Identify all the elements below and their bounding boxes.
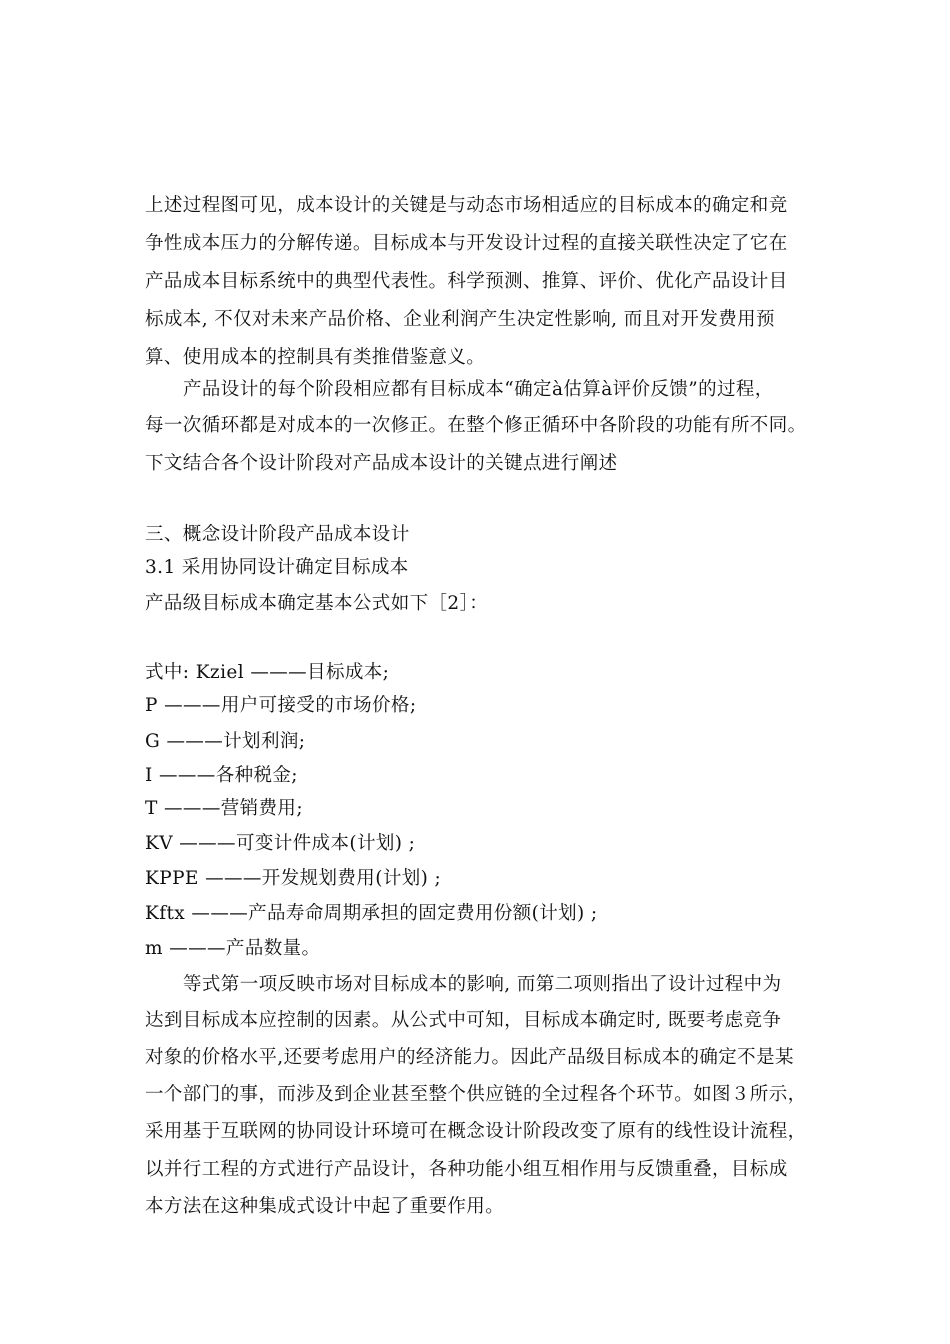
paragraph-2-line-3: 下文结合各个设计阶段对产品成本设计的关键点进行阐述 <box>145 453 618 474</box>
definition-item: Kftx ———产品寿命周期承担的固定费用份额(计划) ; <box>145 903 598 924</box>
paragraph-1-line-4: 标成本, 不仅对未来产品价格、企业利润产生决定性影响, 而且对开发费用预 <box>145 309 775 330</box>
paragraph-3-line-1: 等式第一项反映市场对目标成本的影响, 而第二项则指出了设计过程中为 <box>183 974 782 995</box>
definition-item: KV ———可变计件成本(计划) ; <box>145 833 416 854</box>
paragraph-2-line-1: 产品设计的每个阶段相应都有目标成本“确定à估算à评价反馈”的过程， <box>183 379 774 400</box>
paragraph-3-line-4: 一个部门的事，而涉及到企业甚至整个供应链的全过程各个环节。如图３所示， <box>145 1084 807 1105</box>
paragraph-3-line-2: 达到目标成本应控制的因素。从公式中可知，目标成本确定时, 既要考虑竞争 <box>145 1010 782 1031</box>
paragraph-3-line-6: 以并行工程的方式进行产品设计，各种功能小组互相作用与反馈重叠，目标成 <box>145 1159 788 1180</box>
paragraph-1-line-5: 算、使用成本的控制具有类推借鉴意义。 <box>145 347 486 368</box>
definition-item: KPPE ———开发规划费用(计划) ; <box>145 868 442 889</box>
definition-item: T ———营销费用; <box>145 798 303 819</box>
definition-item: 式中: Kziel ———目标成本; <box>145 662 390 683</box>
paragraph-1-line-3: 产品成本目标系统中的典型代表性。科学预测、推算、评价、优化产品设计目 <box>145 271 788 292</box>
definition-item: G ———计划利润; <box>145 731 306 752</box>
section-heading: 三、概念设计阶段产品成本设计 <box>145 524 410 545</box>
paragraph-3-line-3: 对象的价格水平,还要考虑用户的经济能力。因此产品级目标成本的确定不是某 <box>145 1047 794 1068</box>
paragraph-2-line-2: 每一次循环都是对成本的一次修正。在整个修正循环中各阶段的功能有所不同。 <box>145 415 807 436</box>
paragraph-3-line-5: 采用基于互联网的协同设计环境可在概念设计阶段改变了原有的线性设计流程， <box>145 1121 807 1142</box>
formula-intro: 产品级目标成本确定基本公式如下［2］： <box>145 593 489 614</box>
paragraph-3-line-7: 本方法在这种集成式设计中起了重要作用。 <box>145 1196 505 1217</box>
subsection-heading: 3.1 采用协同设计确定目标成本 <box>145 557 409 578</box>
definition-item: m ———产品数量。 <box>145 938 321 959</box>
paragraph-1-line-1: 上述过程图可见，成本设计的关键是与动态市场相适应的目标成本的确定和竞 <box>145 195 788 216</box>
paragraph-1-line-2: 争性成本压力的分解传递。目标成本与开发设计过程的直接关联性决定了它在 <box>145 233 788 254</box>
definition-item: I ———各种税金; <box>145 765 298 786</box>
definition-item: P ———用户可接受的市场价格; <box>145 695 417 716</box>
